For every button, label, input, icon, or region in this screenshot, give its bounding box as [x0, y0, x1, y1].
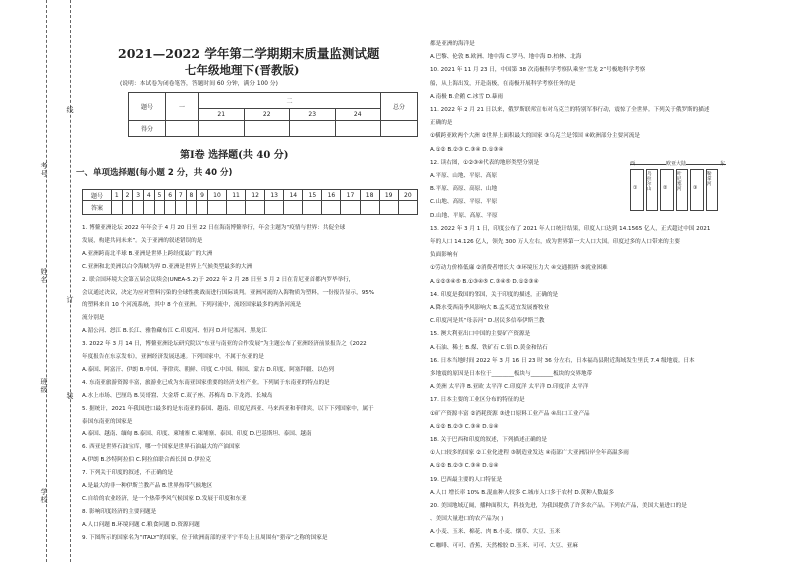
ans-num: 7	[175, 190, 186, 201]
figure-label-1: ①	[633, 185, 638, 191]
question-line: ①劳动力价格低廉 ②消费者增长大 ③环境压力大 ④交通拥挤 ⑤就业困难	[430, 265, 608, 272]
question-line: A.①② B.②③ C.③④ D.①④	[430, 463, 499, 470]
question-line: A.小麦、玉米、棉花、肉 B.小麦、烟草、大豆、玉米	[430, 529, 561, 536]
label-xingming: 姓名	[40, 268, 48, 284]
terrain-figure	[630, 160, 726, 220]
label-banji: 班级	[40, 378, 48, 394]
question-line: A.亚洲跨南北半球 B.亚洲是世界上跨经度最广的大洲	[82, 250, 213, 257]
question-line: 4. 东南亚旅游资源丰富，旅游业已成为东南亚国家重要的经济支柱产业。下列属于东南亚的特点的是	[82, 379, 330, 386]
ans-num: 3	[133, 190, 144, 201]
binding-zhuang: 装	[66, 392, 74, 400]
label-xuexiao: 学校	[40, 488, 48, 504]
question-line: D.山地、平原、高原、平原	[430, 212, 498, 219]
question-line: 负面影响有	[430, 252, 458, 259]
question-line: 16. 日本当地时间 2022 年 3 月 16 日 23 时 36 分左右，日本福岛县附近海域发生里氏 7.4 级地震。日本	[430, 357, 695, 364]
part1-title: 第Ⅰ卷 选择题(共 40 分)	[180, 150, 289, 161]
question-line: 15. 澳大利亚出口中国的主要矿产资源是	[430, 331, 531, 338]
question-line: C.印度河是其“母亲河” D.居民多信奉伊斯兰教	[430, 318, 545, 325]
question-line: A.石油、稀土 B.煤、铁矿石 C.铝 D.黄金和钻石	[430, 344, 548, 351]
question-line: 20. 美国地域辽阔，播种面积大，科技先进，为我国提供了许多农产品。下列农产品，美国大量进口的是	[430, 503, 687, 509]
figure-l4: 勒拿河	[707, 172, 712, 187]
score-yi: 一	[166, 93, 199, 121]
answer-grid	[82, 189, 418, 215]
exam-note: (说明：本试卷为闭卷笔答，答题时间 60 分钟，满分 100 分)	[120, 81, 278, 87]
figure-l0: 乌拉尔山	[647, 172, 652, 192]
question-line: 10. 2021 年 11 月 23 日，中国第 38 次南极科学考察队乘坐“雪龙 2”号极地科学考察	[430, 67, 646, 74]
question-line: A.①②③④⑤ B.①③④⑤ C.③④⑤ D.①②③④	[430, 278, 539, 285]
question-line: 、美国大量进口的农产品为( )	[430, 516, 504, 523]
question-line: 的塑料来自 10 个河流系统，其中 8 个在亚洲。下列河流中，流经国家最多的两条河流是	[82, 302, 302, 309]
question-line: A.湄公河、怒江 B.长江、雅鲁藏布江 C.印度河、恒河 D.叶尼塞河、黑龙江	[82, 328, 267, 335]
question-line: A.①② B.②③ C.③④ D.①④	[430, 423, 499, 430]
question-line: 12. 读右图，①②③④代表的地形类型分别是	[430, 159, 540, 166]
question-line: ①横跨亚欧两个大洲 ②世界上面积最大的国家 ③乌克兰是邻国 ④欧洲部分主要河流是	[430, 133, 640, 140]
question-line: 会议通过决议，决定为应对塑料污染的全球性挑战而进行国际谈判。亚洲河流的入海物质为塑料，一份报告显示，95%	[82, 289, 375, 296]
question-line: A.人口 增长率 10% B.混血种人较多 C.城市人口多于农村 D.黄种人数最多	[430, 489, 615, 496]
question-line: 5. 据统计，2021 年我国进口最多的是东南亚的泰国、越南、印度尼西亚、马来西亚和菲律宾，以下下列国家中，属于	[82, 405, 374, 412]
ans-num: 10	[207, 190, 226, 201]
ans-num: 5	[154, 190, 165, 201]
question-line: C.自给的农业经济，是一个热带季风气候国家 D.发展于印度和东亚	[82, 495, 247, 502]
ans-num: 14	[284, 190, 303, 201]
question-line: 发展，构建共同未来”。关于亚洲的叙述错误的是	[82, 237, 203, 244]
question-line: ①矿产资源丰富 ②消耗资源 ③进口原料工业产品 ④出口工业产品	[430, 410, 590, 417]
figure-mid: 欧亚大陆	[666, 161, 687, 167]
ans-num: 18	[360, 190, 379, 201]
question-line: A.泰国、越南、缅甸 B.泰国、印度、柬埔寨 C.柬埔寨、泰国、印度 D.巴基斯坦、泰国、越南	[82, 431, 312, 438]
question-line: C.亚洲和北美洲以白令海峡为界 D.亚洲是世界上气候类型最多的大洲	[82, 263, 253, 270]
question-line: 流分别是	[82, 315, 105, 322]
ans-num: 8	[186, 190, 197, 201]
question-line: 1. 博鳌亚洲论坛 2022 年年会于 4 月 20 日至 22 日在海南博鳌举行，年会主题为“疫情与世界：共促全球	[82, 225, 346, 231]
ans-num: 16	[322, 190, 341, 201]
question-line: 泰国东南亚的国家是	[82, 418, 133, 425]
ans-num: 19	[379, 190, 398, 201]
score-table	[128, 92, 418, 137]
binding-xian-top: 线	[66, 106, 74, 114]
label-kaohao: 考号	[40, 162, 48, 178]
figure-l2: 叶尼塞河	[677, 172, 682, 192]
question-line: A.美洲 太平洋 B.亚欧 太平洋 C.印度洋 太平洋 D.印度洋 太平洋	[430, 384, 589, 391]
ans-num: 6	[165, 190, 176, 201]
binding-line-2	[70, 0, 71, 562]
question-line: A.是最大的非一种伊斯兰教产品 B.世界热带气候地区	[82, 483, 213, 489]
question-line: A.伊朗 B.沙特阿拉伯 C.阿拉伯联合酋长国 D.伊拉克	[82, 457, 211, 464]
ans-num: 2	[122, 190, 133, 201]
figure-l1: ②	[663, 185, 668, 191]
question-line: 13. 2022 年 3 月 1 日，印度公布了 2021 年人口统计结果，印度人口达到 14.1565 亿人，正式超过中国 2021	[430, 225, 711, 232]
ans-num: 4	[143, 190, 154, 201]
question-line: B.平原、高原、高原、山地	[430, 186, 498, 193]
ans-num: 15	[303, 190, 322, 201]
figure-east: 东	[720, 161, 726, 167]
ans-num: 13	[265, 190, 284, 201]
question-line: 14. 印度是我国的邻国，关于印度的描述，正确的是	[430, 291, 559, 298]
question-line: A.水上市场、巴厘岛 B.吴哥窟、大金塔 C.双子座、苏梅岛 D.下龙湾、长城岛	[82, 392, 273, 399]
exam-title: 2021—2022 学年第二学期期末质量监测试题	[118, 46, 380, 61]
question-line: 17. 日本主要的工业区分布的特征的是	[430, 397, 525, 404]
question-line: 都是亚洲的海洋是	[430, 41, 475, 47]
ans-num: 9	[197, 190, 208, 201]
question-line: 11. 2022 年 2 月 21 日以来，俄罗斯联邦宣布对乌克兰的特别军事行动，震惊了全世界。下列关于俄罗斯的描述	[430, 107, 710, 113]
section-title: 一、单项选择题(每小题 2 分，共 40 分)	[76, 168, 233, 178]
question-line: 年的人口 14.126 亿人，领先 300 万人左右，成为世界第一大人口大国。印度过多的人口带来的主要	[430, 239, 680, 245]
ans-num: 20	[398, 190, 417, 201]
ans-tihao: 题号	[83, 190, 112, 201]
ans-num: 17	[341, 190, 360, 201]
ans-num: 11	[226, 190, 245, 201]
question-line: A.人口问题 B.环境问题 C.粮食问题 D.资源问题	[82, 521, 200, 528]
figure-west: 西	[630, 161, 636, 167]
question-line: A.南极 B.企鹅 C.冰雪 D.暴雨	[430, 93, 503, 100]
question-line: ①人口较多的国家 ②工业化进程 ③制造业发达 ④南部广大亚洲沿岸全年高温多雨	[430, 450, 629, 457]
exam-subtitle: 七年级地理下(晋教版)	[185, 63, 300, 77]
question-line: 船，从上海出发，开赴南极，在南极开展科学考察任务的是	[430, 80, 576, 87]
question-line: 多地震的原因是日本位于________板块与________板块的交界地带	[430, 371, 593, 377]
question-line: 正确的是	[430, 120, 453, 127]
score-col: 24	[335, 109, 381, 121]
question-line: A.泰国、阿富汗、伊朗 B.中国、菲律宾、朝鲜、印度 C.中国、韩国、蒙古 D.印度、阿塞拜疆、以色列	[82, 366, 334, 373]
ans-num: 1	[112, 190, 123, 201]
score-col: 23	[290, 109, 336, 121]
ans-daan: 答案	[83, 201, 112, 215]
question-line: 2. 联合国环境大会第五届会议续会(UNEA-5.2)于 2022 年 2 月 28 日至 3 月 2 日在肯尼亚首都内罗毕举行，	[82, 276, 355, 283]
score-tihao: 题号	[129, 93, 166, 121]
question-line: A.①② B.②③ C.③④ D.①③④	[430, 146, 504, 153]
question-line: 18. 关于巴西和印度的叙述，下列描述正确的是	[430, 437, 547, 443]
score-zongfen: 总分	[381, 93, 418, 121]
question-line: 9. 下图所示的国家名为“ITALY”的国家，位于欧洲南部的亚平宁半岛上且周围有“猎帝”之称的国家是	[82, 534, 328, 541]
ans-num: 12	[246, 190, 265, 201]
question-line: A.降水受西南季风影响大 B.孟买适宜发展畜牧业	[430, 305, 550, 311]
figure-l3: ③	[693, 185, 698, 191]
question-line: A.平原、山地、平原、高原	[430, 173, 498, 179]
question-line: A.巴黎、伦敦 B.欧洲、地中海 C.罗马、地中海 D.柏林、北海	[430, 54, 582, 61]
question-line: 6. 西亚是世界石油宝库，哪一个国家是世界石油最大的产油国家	[82, 444, 241, 451]
question-line: 7. 下列关于印度的叙述，不正确的是	[82, 470, 174, 477]
score-col: 21	[199, 109, 245, 121]
question-line: 8. 影响印度经济的主要问题是	[82, 508, 157, 515]
binding-ding: 订	[66, 296, 74, 304]
question-line: C.山地、高原、平原、平原	[430, 199, 498, 206]
score-col: 22	[244, 109, 290, 121]
question-line: 年度报告在东京发布》，亚洲经济发展迅速。下列国家中，不属于东亚的是	[82, 354, 264, 360]
question-line: 3. 2022 年 3 月 14 日，博鳌亚洲论坛研究院以“东亚与南亚的合作发展”为主题公布了亚洲经济前景报告之《2022	[82, 341, 367, 348]
score-er: 二	[199, 93, 381, 109]
question-line: 19. 巴西最主要的人口特征是	[430, 476, 503, 483]
score-defen: 得分	[129, 121, 166, 137]
question-line: C.咖啡、可可、香蕉、天然橡胶 D.玉米、可可、大豆、亚麻	[430, 542, 578, 549]
